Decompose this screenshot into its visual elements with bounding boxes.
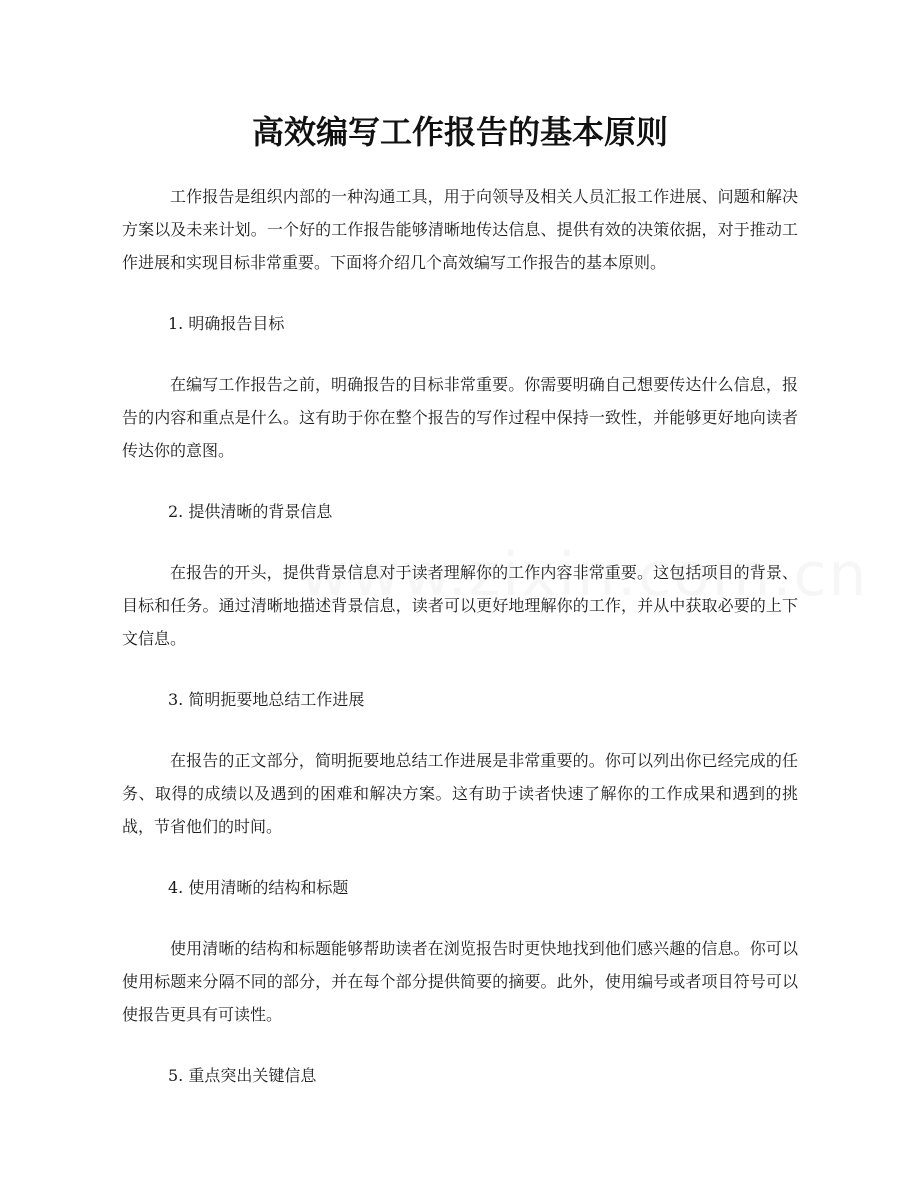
intro-paragraph: 工作报告是组织内部的一种沟通工具，用于向领导及相关人员汇报工作进展、问题和解决方案以及未来计划。一个好的工作报告能够清晰地传达信息、提供有效的决策依据，对于推动工作进展和实现目标非常重要。下面将介绍几个高效编写工作报告的基本原则。 [122, 187, 798, 272]
section-heading-5: 5. 重点突出关键信息 [168, 1066, 317, 1085]
section-paragraph-4: 使用清晰的结构和标题能够帮助读者在浏览报告时更快地找到他们感兴趣的信息。你可以使用标题来分隔不同的部分，并在每个部分提供简要的摘要。此外，使用编号或者项目符号可以使报告更具有可读性。 [122, 939, 798, 1024]
section-paragraph-3: 在报告的正文部分，简明扼要地总结工作进展是非常重要的。你可以列出你已经完成的任务、取得的成绩以及遇到的困难和解决方案。这有助于读者快速了解你的工作成果和遇到的挑战，节省他们的时间。 [122, 751, 798, 836]
document-title: 高效编写工作报告的基本原则 [251, 113, 668, 151]
document-body [122, 180, 798, 1120]
section-heading-2: 2. 提供清晰的背景信息 [168, 502, 333, 521]
section-paragraph-1: 在编写工作报告之前，明确报告的目标非常重要。你需要明确自己想要传达什么信息，报告的内容和重点是什么。这有助于你在整个报告的写作过程中保持一致性，并能够更好地向读者传达你的意图。 [122, 375, 798, 460]
section-heading-1: 1. 明确报告目标 [168, 314, 285, 333]
section-paragraph-2: 在报告的开头，提供背景信息对于读者理解你的工作内容非常重要。这包括项目的背景、目标和任务。通过清晰地描述背景信息，读者可以更好地理解你的工作，并从中获取必要的上下文信息。 [122, 563, 798, 648]
section-heading-4: 4. 使用清晰的结构和标题 [168, 878, 349, 897]
section-heading-3: 3. 简明扼要地总结工作进展 [168, 690, 365, 709]
